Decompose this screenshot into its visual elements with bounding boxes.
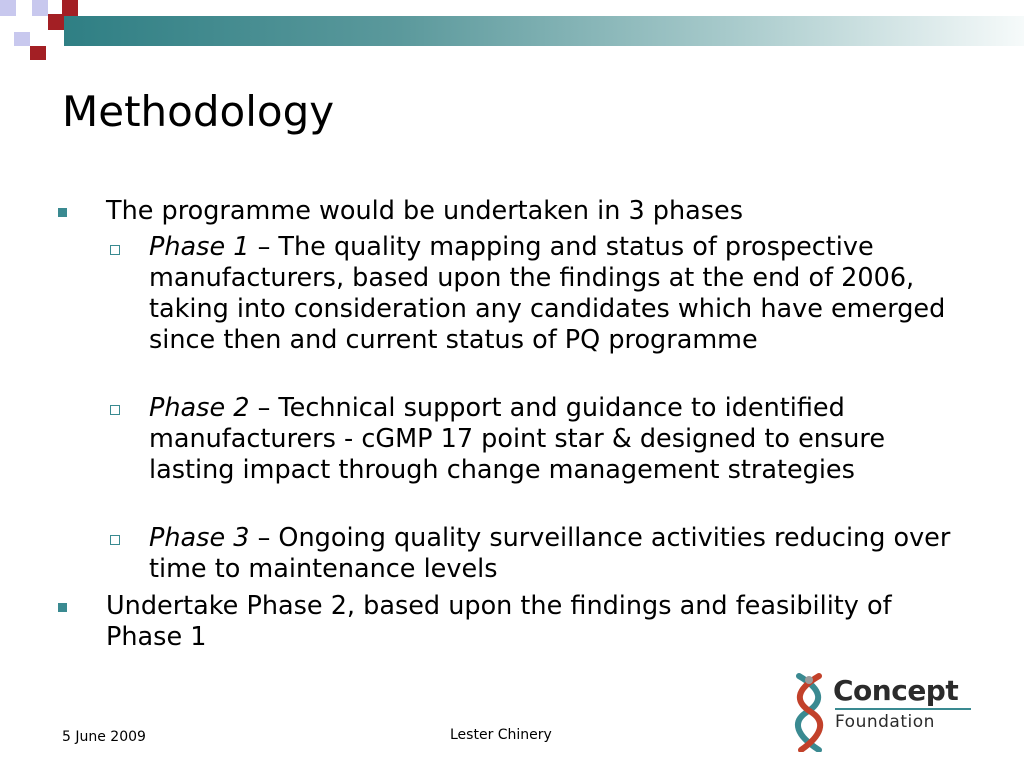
logo-underline [835, 708, 971, 710]
phase-1-text: – The quality mapping and status of prospective manufacturers, based upon the findings at the end of 2006, taking into consideration any candidates which have emerged since then and current status of PQ programme [149, 232, 946, 355]
footer-date: 5 June 2009 [62, 729, 146, 745]
bullet-programme-phases: The programme would be undertaken in 3 phases [106, 196, 744, 226]
bullet-hollow-square-icon [110, 535, 120, 545]
bullet-hollow-square-icon [110, 405, 120, 415]
phase-3-label: Phase 3 [149, 523, 250, 553]
phase-3-text: – Ongoing quality surveillance activities reducing over time to maintenance levels [149, 523, 951, 584]
phase-2-label: Phase 2 [149, 393, 250, 423]
dna-helix-icon [793, 672, 829, 752]
logo-text-foundation: Foundation [835, 712, 935, 732]
bullet-square-icon [58, 208, 67, 217]
bullet-phase-1 [149, 232, 964, 356]
logo-text-concept: Concept [833, 674, 959, 707]
slide-title: Methodology [62, 87, 335, 136]
bullet-undertake-phase-2: Undertake Phase 2, based upon the findings and feasibility of Phase 1 [106, 591, 892, 652]
phase-1-label: Phase 1 [149, 232, 250, 262]
concept-foundation-logo [793, 672, 978, 754]
bullet-phase-2 [149, 393, 964, 486]
header-gradient-bar [64, 16, 1024, 46]
bullet-phase-3 [149, 523, 964, 585]
footer-author: Lester Chinery [450, 727, 552, 743]
bullet-square-icon [58, 603, 67, 612]
bullet-hollow-square-icon [110, 245, 120, 255]
phase-2-text: – Technical support and guidance to identified manufacturers - cGMP 17 point star & designed to ensure lasting impact through change management strategies [149, 393, 886, 485]
